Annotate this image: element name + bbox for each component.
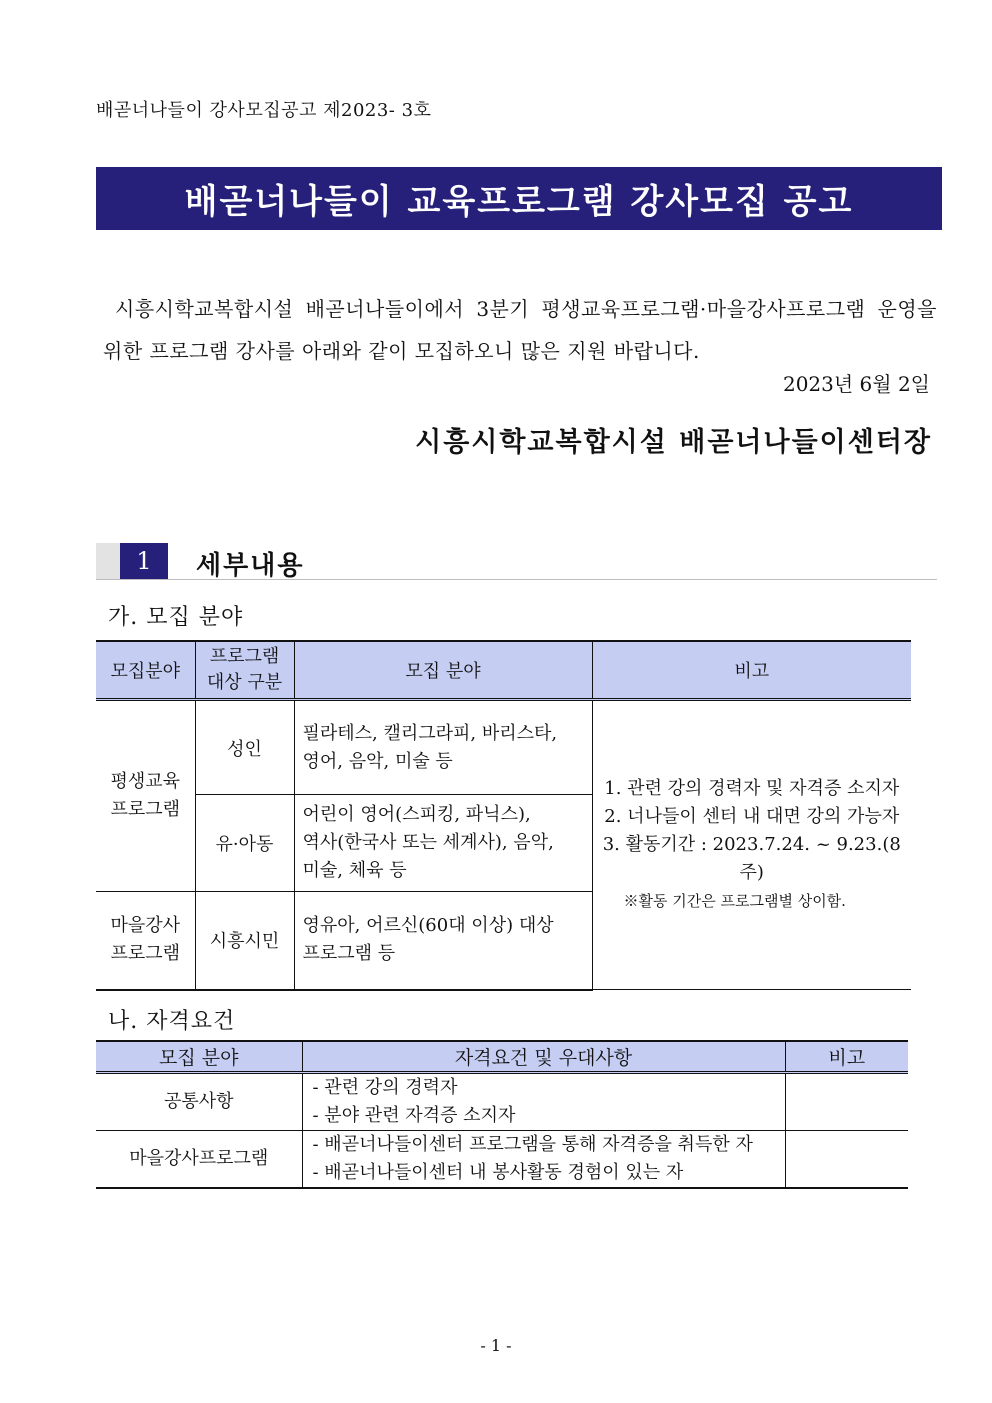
table-row	[96, 700, 911, 795]
table-header-row	[96, 1041, 908, 1073]
note-remark: ※활동 기간은 프로그램별 상이함.	[623, 892, 846, 910]
requirements-cell	[302, 1131, 785, 1189]
field-cell: 필라테스, 캘리그라피, 바리스타, 영어, 음악, 미술 등	[294, 700, 592, 795]
subsection-qualifications: 나. 자격요건	[108, 1009, 236, 1034]
recruit-field-table	[96, 640, 911, 991]
note-item: 1. 관련 강의 경력자 및 자격증 소지자	[604, 778, 900, 799]
header-field: 모집 분야	[294, 641, 592, 700]
section-header	[96, 543, 937, 580]
group-lifelong-education: 평생교육 프로그램	[96, 700, 195, 892]
requirement-item: - 배곧너나들이센터 내 봉사활동 경험이 있는 자	[312, 1162, 684, 1183]
note-cell	[592, 700, 911, 990]
header-target-line1: 프로그램	[209, 646, 280, 667]
requirement-item: - 분야 관련 자격증 소지자	[312, 1105, 516, 1126]
category-cell: 마을강사프로그램	[96, 1131, 302, 1189]
requirements-cell	[302, 1073, 785, 1131]
header-requirements: 자격요건 및 우대사항	[302, 1041, 785, 1073]
requirement-item: - 배곧너나들이센터 프로그램을 통해 자격증을 취득한 자	[312, 1134, 753, 1155]
header-category: 모집 분야	[96, 1041, 302, 1073]
title-banner	[96, 167, 942, 230]
category-cell: 공통사항	[96, 1073, 302, 1131]
section-number: 1	[120, 543, 168, 579]
requirement-item: - 관련 강의 경력자	[312, 1077, 458, 1098]
qualification-table	[96, 1040, 908, 1189]
notice-number: 배곧너나들이 강사모집공고 제2023- 3호	[96, 100, 432, 121]
note-list	[594, 775, 911, 915]
target-cell: 시흥시민	[195, 892, 294, 990]
note-cell	[785, 1073, 908, 1131]
header-note: 비고	[785, 1041, 908, 1073]
section-accent	[96, 543, 120, 579]
table-header-row	[96, 641, 911, 700]
header-note: 비고	[592, 641, 911, 700]
section-title: 세부내용	[196, 551, 305, 581]
announcement-date: 2023년 6월 2일	[782, 372, 930, 396]
header-target-line2: 대상 구분	[206, 672, 283, 693]
document-title: 배곧너나들이 교육프로그램 강사모집 공고	[184, 182, 854, 222]
field-cell: 어린이 영어(스피킹, 파닉스), 역사(한국사 또는 세계사), 음악, 미술, 체육 등	[294, 795, 592, 892]
note-cell	[785, 1131, 908, 1189]
issuing-organization: 시흥시학교복합시설 배곧너나들이센터장	[415, 427, 932, 458]
table-row	[96, 1131, 908, 1189]
page-number: - 1 -	[480, 1336, 512, 1355]
header-target	[195, 641, 294, 700]
target-cell: 성인	[195, 700, 294, 795]
table-row	[96, 1073, 908, 1131]
header-category: 모집분야	[96, 641, 195, 700]
target-cell: 유·아동	[195, 795, 294, 892]
intro-paragraph: 시흥시학교복합시설 배곧너나들이에서 3분기 평생교육프로그램·마을강사프로그램 운영을 위한 프로그램 강사를 아래와 같이 모집하오니 많은 지원 바랍니다.	[103, 297, 937, 363]
subsection-recruit-field: 가. 모집 분야	[108, 605, 244, 630]
group-village-instructor: 마을강사 프로그램	[96, 892, 195, 990]
note-item: 2. 너나들이 센터 내 대면 강의 가능자	[604, 806, 900, 827]
field-cell: 영유아, 어르신(60대 이상) 대상 프로그램 등	[294, 892, 592, 990]
note-item: 3. 활동기간 : 2023.7.24. ~ 9.23.(8주)	[602, 834, 901, 883]
